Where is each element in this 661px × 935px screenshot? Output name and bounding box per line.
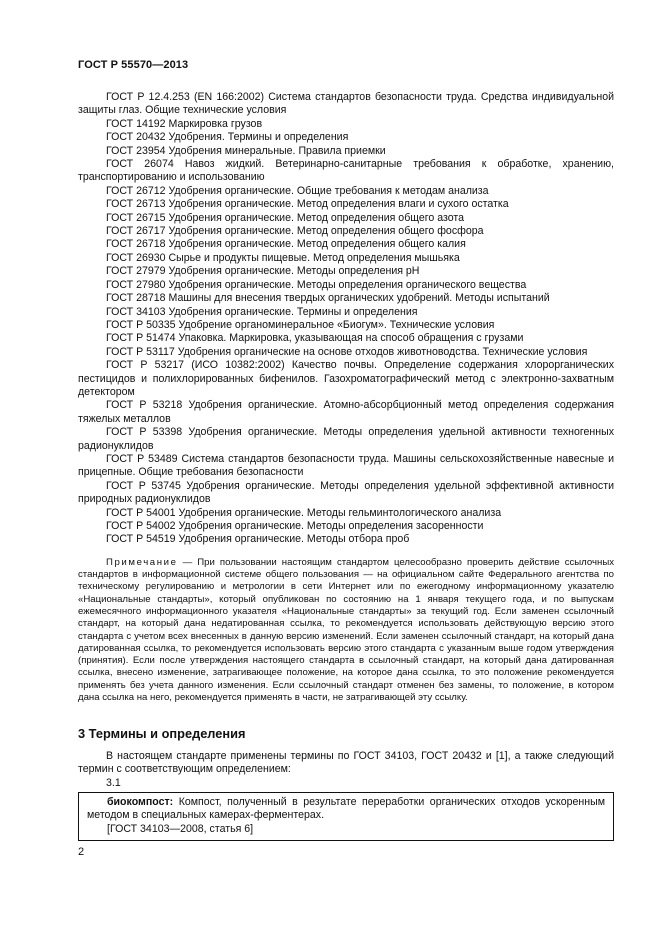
- reference-item: ГОСТ 26715 Удобрения органические. Метод определения общего азота: [106, 211, 465, 224]
- reference-item: ГОСТ 23954 Удобрения минеральные. Правила приемки: [106, 144, 386, 157]
- term-name: биокомпост:: [107, 796, 174, 808]
- reference-item: ГОСТ 26074 Навоз жидкий. Ветеринарно-санитарные требования к обработке, хранению, транспортированию и использованию: [78, 158, 614, 184]
- term-definition: [87, 796, 605, 823]
- reference-item: ГОСТ Р 54001 Удобрения органические. Методы гельминтологического анализа: [106, 506, 502, 519]
- reference-item: ГОСТ 27979 Удобрения органические. Методы определения pH: [106, 265, 420, 278]
- normative-references-list: [78, 91, 614, 547]
- reference-item: ГОСТ Р 53489 Система стандартов безопасности труда. Машины сельскохозяйственные навесные и прицепные. Общие требования безопасности: [78, 452, 614, 479]
- reference-item: ГОСТ 26712 Удобрения органические. Общие требования к методам анализа: [106, 184, 489, 197]
- reference-item: ГОСТ 27980 Удобрения органические. Методы определения органического вещества: [106, 278, 527, 291]
- note-text: — При пользовании настоящим стандартом целесообразно проверить действие ссылочных стандартов в информационной системе общего пользования — на официальном сайте Федерального агентства по техническому регулированию и метрологии в сети Интернет или по ежегодному информационному указателю «Национальные стандарты», который опубликован по состоянию на 1 января текущего года, и по выпускам ежемесячного информационного указателя «Национальные стандарты» за текущий год. Если заменен ссылочный стандарт, на который дана недатированная ссылка, то рекомендуется использовать действующую версию этого стандарта с учетом всех внесенных в данную версию изменений. Если заменен ссылочный стандарт, на который дана датированная ссылка, то рекомендуется использовать версию этого стандарта с указанным выше годом утверждения (принятия). Если после утверждения настоящего стандарта в ссылочный стандарт, на который дана датированная ссылка, внесено изменение, затрагивающее положение, на которое дана ссылка, то это положение рекомендуется применять без учета данного изменения. Если ссылочный стандарт отменен без замены, то положение, в котором дана ссылка на него, рекомендуется применять в части, не затрагивающей эту ссылку.: [78, 556, 615, 704]
- reference-item: ГОСТ Р 53117 Удобрения органические на основе отходов животноводства. Технические условия: [106, 345, 588, 358]
- reference-item: ГОСТ 26717 Удобрения органические. Метод определения общего фосфора: [106, 225, 484, 238]
- reference-item: ГОСТ Р 53398 Удобрения органические. Методы определения удельной активности техногенных радионуклидов: [78, 426, 614, 452]
- reference-item: ГОСТ Р 53745 Удобрения органические. Методы определения удельной эффективной активности природных радионуклидов: [78, 479, 614, 506]
- reference-item: ГОСТ 26718 Удобрения органические. Метод определения общего калия: [106, 238, 466, 251]
- reference-item: ГОСТ Р 53218 Удобрения органические. Атомно-абсорбционный метод определения содержания тяжелых металлов: [78, 399, 614, 425]
- term-definition-text: Компост, полученный в результате переработки органических отходов ускоренным методом в специальных камерах-ферментерах.: [87, 796, 605, 822]
- reference-item: ГОСТ Р 12.4.253 (EN 166:2002) Система стандартов безопасности труда. Средства индивидуальной защиты глаз. Общие технические условия: [78, 91, 614, 117]
- reference-item: ГОСТ Р 51474 Упаковка. Маркировка, указывающая на способ обращения с грузами: [106, 332, 524, 345]
- reference-item: ГОСТ Р 54002 Удобрения органические. Методы определения засоренности: [106, 520, 484, 532]
- term-source: [ГОСТ 34103—2008, статья 6]: [107, 822, 254, 835]
- section-3-title: 3 Термины и определения: [78, 726, 246, 742]
- note-paragraph: [78, 557, 614, 705]
- term-definition-box: [78, 792, 614, 841]
- reference-item: ГОСТ Р 53217 (ИСО 10382:2002) Качество почвы. Определение содержания хлорорганических пестицидов и полихлорированных бифенилов. Газохроматографический метод с электронно-захватным детектором: [78, 359, 614, 398]
- note-label: Примечание: [106, 556, 178, 568]
- reference-item: ГОСТ 26713 Удобрения органические. Метод определения влаги и сухого остатка: [106, 198, 509, 211]
- page-number: 2: [78, 846, 85, 858]
- reference-item: ГОСТ 28718 Машины для внесения твердых органических удобрений. Методы испытаний: [106, 292, 550, 305]
- reference-item: ГОСТ 26930 Сырье и продукты пищевые. Метод определения мышьяка: [106, 251, 460, 264]
- reference-item: ГОСТ 14192 Маркировка грузов: [106, 117, 263, 130]
- document-code-header: ГОСТ Р 55570—2013: [78, 59, 189, 71]
- reference-item: ГОСТ 20432 Удобрения. Термины и определения: [106, 131, 349, 144]
- term-number: 3.1: [106, 776, 121, 789]
- reference-item: ГОСТ 34103 Удобрения органические. Термины и определения: [106, 305, 418, 318]
- section-3-intro: В настоящем стандарте применены термины по ГОСТ 34103, ГОСТ 20432 и [1], а также следующий термин с соответствующим определением:: [78, 749, 614, 776]
- reference-item: ГОСТ Р 54519 Удобрения органические. Методы отбора проб: [106, 533, 410, 546]
- reference-item: ГОСТ Р 50335 Удобрение органоминеральное «Биогум». Технические условия: [106, 318, 495, 331]
- page-body: [78, 91, 614, 841]
